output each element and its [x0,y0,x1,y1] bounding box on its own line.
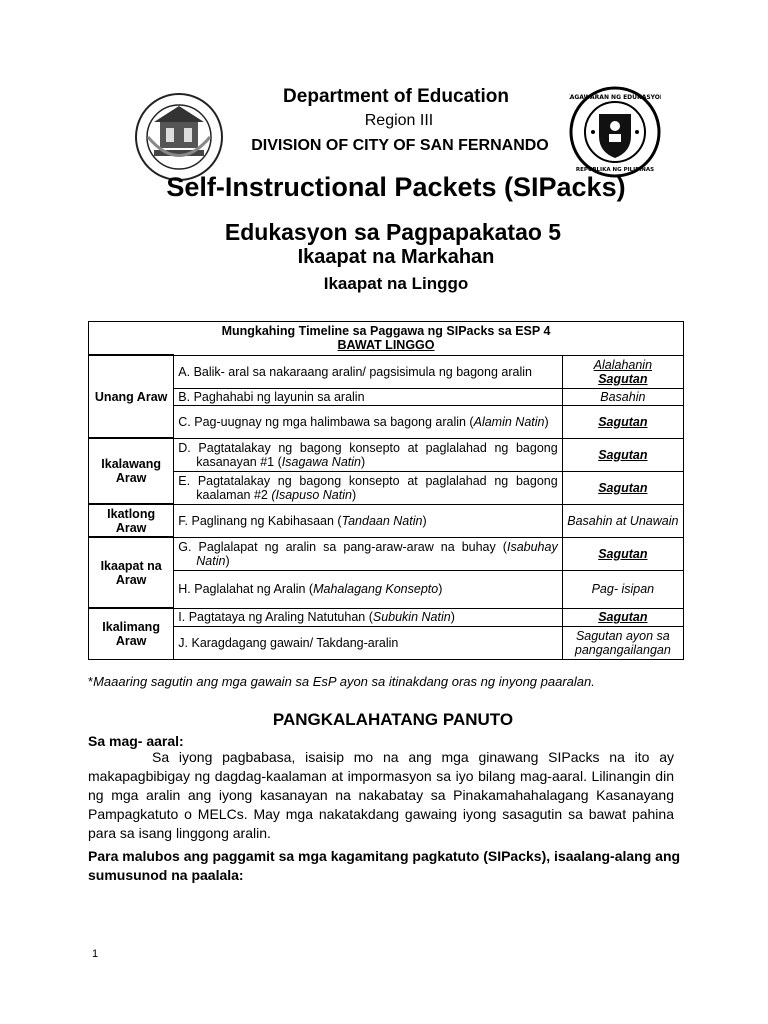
activity-i-emph: Subukin Natin [372,610,451,624]
activity-c [174,405,562,438]
activity-a: A. Balik- aral sa nakaraang aralin/ pagsisimula ng bagong aralin [174,355,562,388]
activity-g [174,537,562,570]
activity-f-text: F. Paglinang ng Kabihasaan ( [178,513,342,528]
note-text: Maaaring sagutin ang mga gawain sa EsP ayon sa itinakdang oras ng inyong paaralan. [93,674,595,689]
region-heading: Region III [364,112,434,129]
activity-h-emph: Mahalagang Konsepto [313,582,439,596]
activity-g-end: ) [225,553,230,568]
timeline-note [88,674,688,689]
timeline-subheading: BAWAT LINGGO [337,338,435,352]
svg-text:REPUBLIKA NG PILIPINAS: REPUBLIKA NG PILIPINAS [575,167,655,173]
activity-i [174,608,562,626]
resource-f: Basahin at Unawain [562,504,683,537]
activity-f [174,504,562,537]
resource-g: Sagutan [562,537,683,570]
reminder-paragraph: Para malubos ang paggamit sa mga kagamitang pagkatuto (SIPacks), isaalang-alang ang sumusunod na paalala: [88,848,681,883]
timeline-heading: Mungkahing Timeline sa Paggawa ng SIPacks sa ESP 4 [221,324,551,338]
quarter-title: Ikaapat na Markahan [297,246,495,268]
activity-j: J. Karagdagang gawain/ Takdang-aralin [174,626,562,659]
day-2-label: Ikalawang Araw [89,438,174,504]
page-number: 1 [92,948,99,960]
activity-d-end: ) [360,454,366,469]
resource-e: Sagutan [562,471,683,504]
activity-h-text: H. Paglalahat ng Aralin ( [178,582,314,596]
activity-h-end: ) [438,582,443,596]
week-title: Ikaapat na Linggo [323,274,469,293]
activity-c-emph: Alamin Natin [473,414,545,429]
activity-g-text: G. Paglalapat ng aralin sa pang-araw-araw na buhay ( [178,539,507,554]
svg-text:KAGAWARAN NG EDUKASYON: KAGAWARAN NG EDUKASYON [569,94,661,101]
timeline-table [88,321,684,660]
resource-a-line2: Sagutan [598,371,648,386]
day-4-label: Ikaapat na Araw [89,537,174,608]
day-3-label: Ikatlong Araw [89,504,174,537]
department-heading: Department of Education [283,86,509,107]
resource-j: Sagutan ayon sa pangangailangan [562,626,683,659]
activity-d-emph: Isagawa Natin [281,454,361,469]
activity-f-end: ) [422,513,427,528]
activity-c-text: C. Pag-uugnay ng mga halimbawa sa bagong aralin ( [178,414,474,429]
resource-c: Sagutan [562,405,683,438]
resource-b: Basahin [562,388,683,405]
resource-a [562,355,683,388]
activity-i-end: ) [450,610,455,624]
resource-h: Pag- isipan [562,570,683,608]
activity-g-emph: Isabuhay Natin [196,539,558,568]
activity-e-text: E. Pagtatalakay ng bagong konsepto at paglalahad ng bagong kaalaman #2 [178,473,558,502]
resource-i: Sagutan [562,608,683,626]
resource-a-line1: Alalahanin [593,357,653,372]
intro-paragraph: Sa iyong pagbabasa, isaisip mo na ang mga ginawang SIPacks na ito ay makapagbibigay ng dagdag-kaalaman at impormasyon sa iyo bilang mag-aaral. Lilinangin din ng mga aralin ang iyong kasanayan na nakabatay sa Pinakamahahalagang Kasanayang Pampagkatuto o MELCs. May mga nakatakdang gawaing iyong sasagutin sa bawat pahina para sa isang linggong aralin. [88,749,674,841]
note-asterisk: * [88,674,94,689]
day-5-label: Ikalimang Araw [89,608,174,659]
document-title: Self-Instructional Packets (SIPacks) [166,172,626,202]
activity-e-emph: (Isapuso Natin [271,487,352,502]
activity-i-text: I. Pagtataya ng Araling Natutuhan ( [178,610,373,624]
activity-e [174,471,562,504]
general-instructions-heading: PANGKALAHATANG PANUTO [272,710,514,729]
activity-h [174,570,562,608]
activity-e-end: ) [351,487,357,502]
activity-b: B. Paghahabi ng layunin sa aralin [174,388,562,405]
greeting: Sa mag- aaral: [88,733,184,749]
subject-title: Edukasyon sa Pagpapakatao 5 [224,219,562,245]
activity-f-emph: Tandaan Natin [341,513,423,528]
resource-d: Sagutan [562,438,683,471]
timeline-header [89,322,684,356]
division-heading: DIVISION OF CITY OF SAN FERNANDO [251,137,549,154]
activity-d [174,438,562,471]
day-1-label: Unang Araw [89,355,174,438]
activity-c-end: ) [544,414,549,429]
activity-d-text: D. Pagtatalakay ng bagong konsepto at paglalahad ng bagong kasanayan #1 ( [178,440,558,469]
